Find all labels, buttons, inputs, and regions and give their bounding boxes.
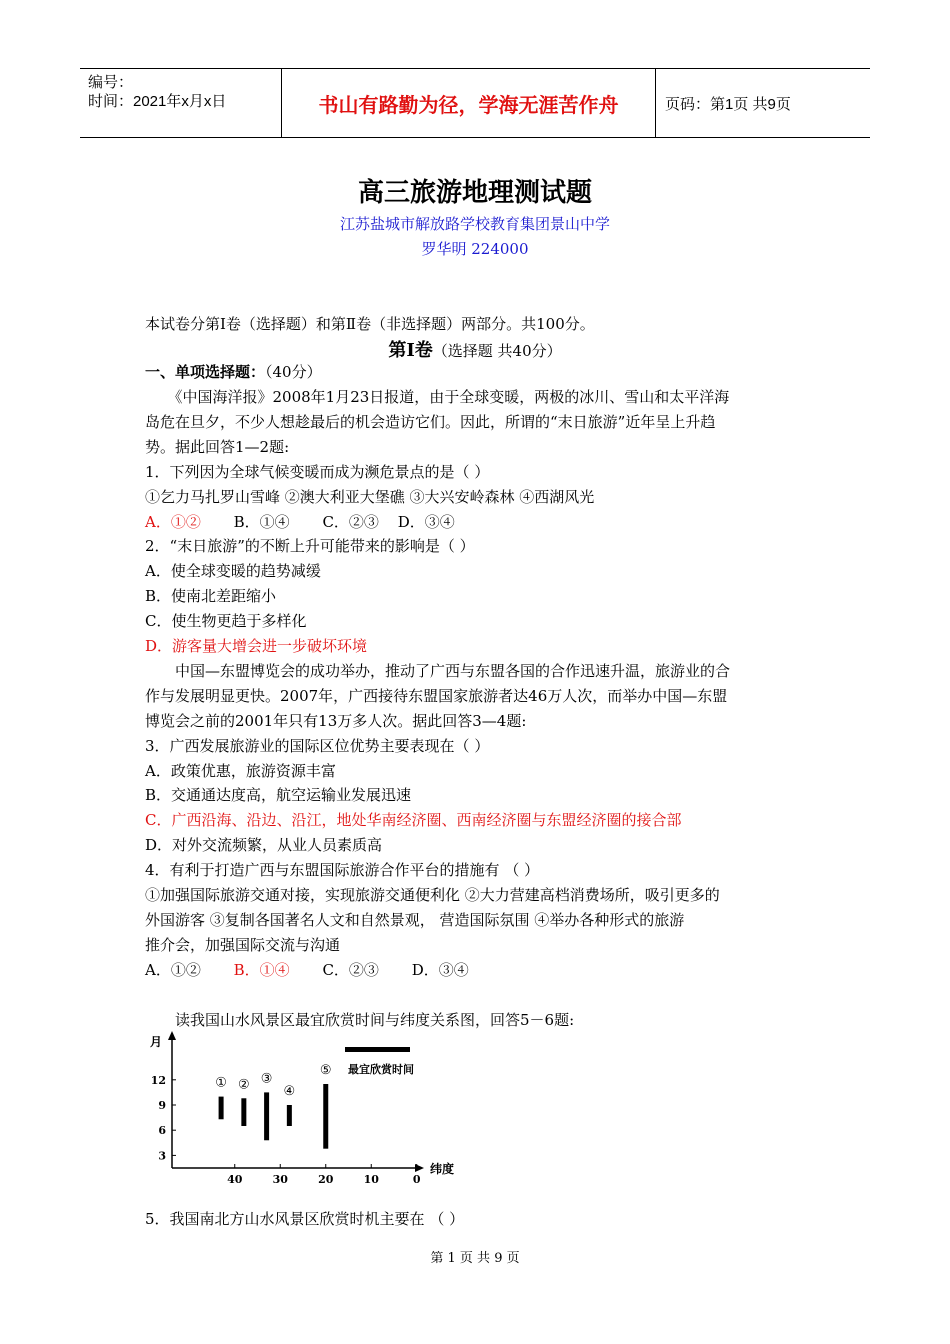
body-line: C．使生物更趋于多样化 — [145, 612, 307, 631]
body-line: 1．下列因为全球气候变暖而成为濒危景点的是（ ） — [145, 462, 490, 481]
body-line: ①乞力马扎罗山雪峰 ②澳大利亚大堡礁 ③大兴安岭森林 ④西湖风光 — [145, 487, 595, 506]
range-bar — [287, 1105, 292, 1126]
q1-options — [145, 511, 455, 532]
intro-text: 本试卷分第Ⅰ卷（选择题）和第Ⅱ卷（非选择题）两部分。共100分。 — [145, 315, 595, 333]
body-line: 读我国山水风景区最宜欣赏时间与纬度关系图，回答5－6题: — [145, 1010, 575, 1029]
range-bar — [264, 1092, 269, 1140]
series-label: ③ — [260, 1071, 273, 1087]
body-line: 外国游客 ③复制各国著名人文和自然景观， 营造国际氛围 ④举办各种形式的旅游 — [145, 910, 685, 929]
range-bar — [219, 1097, 224, 1120]
body-line: A．使全球变暖的趋势减缓 — [145, 562, 321, 581]
x-tick-label: 40 — [227, 1173, 243, 1186]
q1-option-b: B．①④ — [233, 513, 290, 531]
q4-option-a: A．①② — [145, 961, 201, 979]
q1-option-a: A．①② — [145, 513, 201, 531]
q4-option-d: D．③④ — [411, 961, 469, 979]
body-line: 中国—东盟博览会的成功举办，推动了广西与东盟各国的合作迅速升温，旅游业的合 — [145, 661, 731, 680]
body-line: 作与发展明显更快。2007年，广西接待东盟国家旅游者达46万人次，而举办中国—东盟 — [145, 686, 728, 705]
q1-option-d: D．③④ — [397, 513, 455, 531]
page-footer: 第 1 页 共 9 页 — [430, 1251, 520, 1266]
body-line: D．游客量大增会进一步破坏环境 — [145, 637, 368, 655]
body-line: A．政策优惠，旅游资源丰富 — [145, 761, 336, 780]
section-title: 第Ⅰ卷 — [388, 340, 433, 361]
y-tick-label: 6 — [158, 1124, 166, 1138]
header-page-info: 页码：第1页 共9页 — [665, 95, 791, 113]
page-header — [80, 68, 870, 138]
body-line: ①加强国际旅游交通对接，实现旅游交通便利化 ②大力营建高档消费场所，吸引更多的 — [145, 886, 720, 904]
legend-swatch — [345, 1047, 410, 1052]
body-line: B．交通通达度高，航空运输业发展迅速 — [145, 786, 412, 805]
x-tick-label: 30 — [272, 1173, 288, 1186]
series-label: ② — [238, 1077, 250, 1093]
x-axis-label: 纬度 — [430, 1162, 455, 1176]
y-axis-label: 月 — [150, 1035, 163, 1049]
scenery-latitude-chart — [140, 1028, 470, 1188]
part-title: 一、单项选择题： — [145, 363, 266, 381]
body-line: 4．有利于打造广西与东盟国际旅游合作平台的措施有 （ ） — [145, 861, 540, 880]
series-label: ④ — [283, 1084, 296, 1099]
body-line: C．广西沿海、沿边、沿江，地处华南经济圈、西南经济圈与东盟经济圈的接合部 — [145, 811, 682, 830]
q4-option-b: B．①④ — [233, 961, 290, 979]
body-line: 博览会之前的2001年只有13万多人次。据此回答3—4题: — [145, 711, 527, 730]
q4-options — [145, 959, 469, 980]
x-tick-label: 0 — [412, 1173, 421, 1186]
doc-title: 高三旅游地理测试题 — [357, 178, 592, 208]
part-heading — [145, 361, 322, 382]
q1-option-c: C．②③ — [322, 513, 379, 531]
legend-label: 最宜欣赏时间 — [348, 1063, 414, 1076]
body-line: 推介会，加强国际交流与沟通 — [145, 935, 341, 954]
body-line: B．使南北差距缩小 — [145, 587, 277, 606]
part-score: （40分） — [265, 363, 322, 381]
time-label: 时间：2021年x月x日 — [88, 93, 227, 110]
y-tick-label: 12 — [150, 1073, 166, 1087]
header-meta — [88, 73, 226, 111]
series-label: ⑤ — [319, 1063, 332, 1078]
y-axis-arrow — [168, 1031, 176, 1040]
series-label: ① — [215, 1075, 227, 1091]
q4-option-c: C．②③ — [322, 961, 379, 979]
range-bar — [241, 1098, 246, 1126]
q5-text: 5．我国南北方山水风景区欣赏时机主要在 （ ） — [145, 1210, 465, 1228]
author-line: 罗华明 224000 — [421, 240, 529, 258]
section-heading — [0, 336, 950, 362]
section-note: （选择题 共40分） — [432, 342, 562, 360]
number-label: 编号： — [88, 74, 134, 91]
header-motto: 书山有路勤为径，学海无涯苦作舟 — [281, 69, 656, 137]
x-tick-label: 20 — [318, 1173, 334, 1186]
school-name: 江苏盐城市解放路学校教育集团景山中学 — [339, 215, 610, 233]
body-line: 2．“末日旅游”的不断上升可能带来的影响是（ ） — [145, 537, 475, 556]
body-line: 《中国海洋报》2008年1月23日报道，由于全球变暖，两极的冰川、雪山和太平洋海 — [145, 388, 730, 406]
body-line: 势。据此回答1—2题: — [145, 437, 290, 456]
range-bar — [323, 1084, 328, 1149]
body-line: D．对外交流频繁，从业人员素质高 — [145, 836, 383, 855]
x-tick-label: 10 — [363, 1173, 379, 1186]
body-line: 岛危在旦夕，不少人想趁最后的机会造访它们。因此，所谓的“末日旅游”近年呈上升趋 — [145, 412, 716, 431]
y-tick-label: 3 — [158, 1149, 166, 1163]
y-tick-label: 9 — [158, 1099, 166, 1112]
body-line: 3．广西发展旅游业的国际区位优势主要表现在（ ） — [145, 736, 490, 755]
